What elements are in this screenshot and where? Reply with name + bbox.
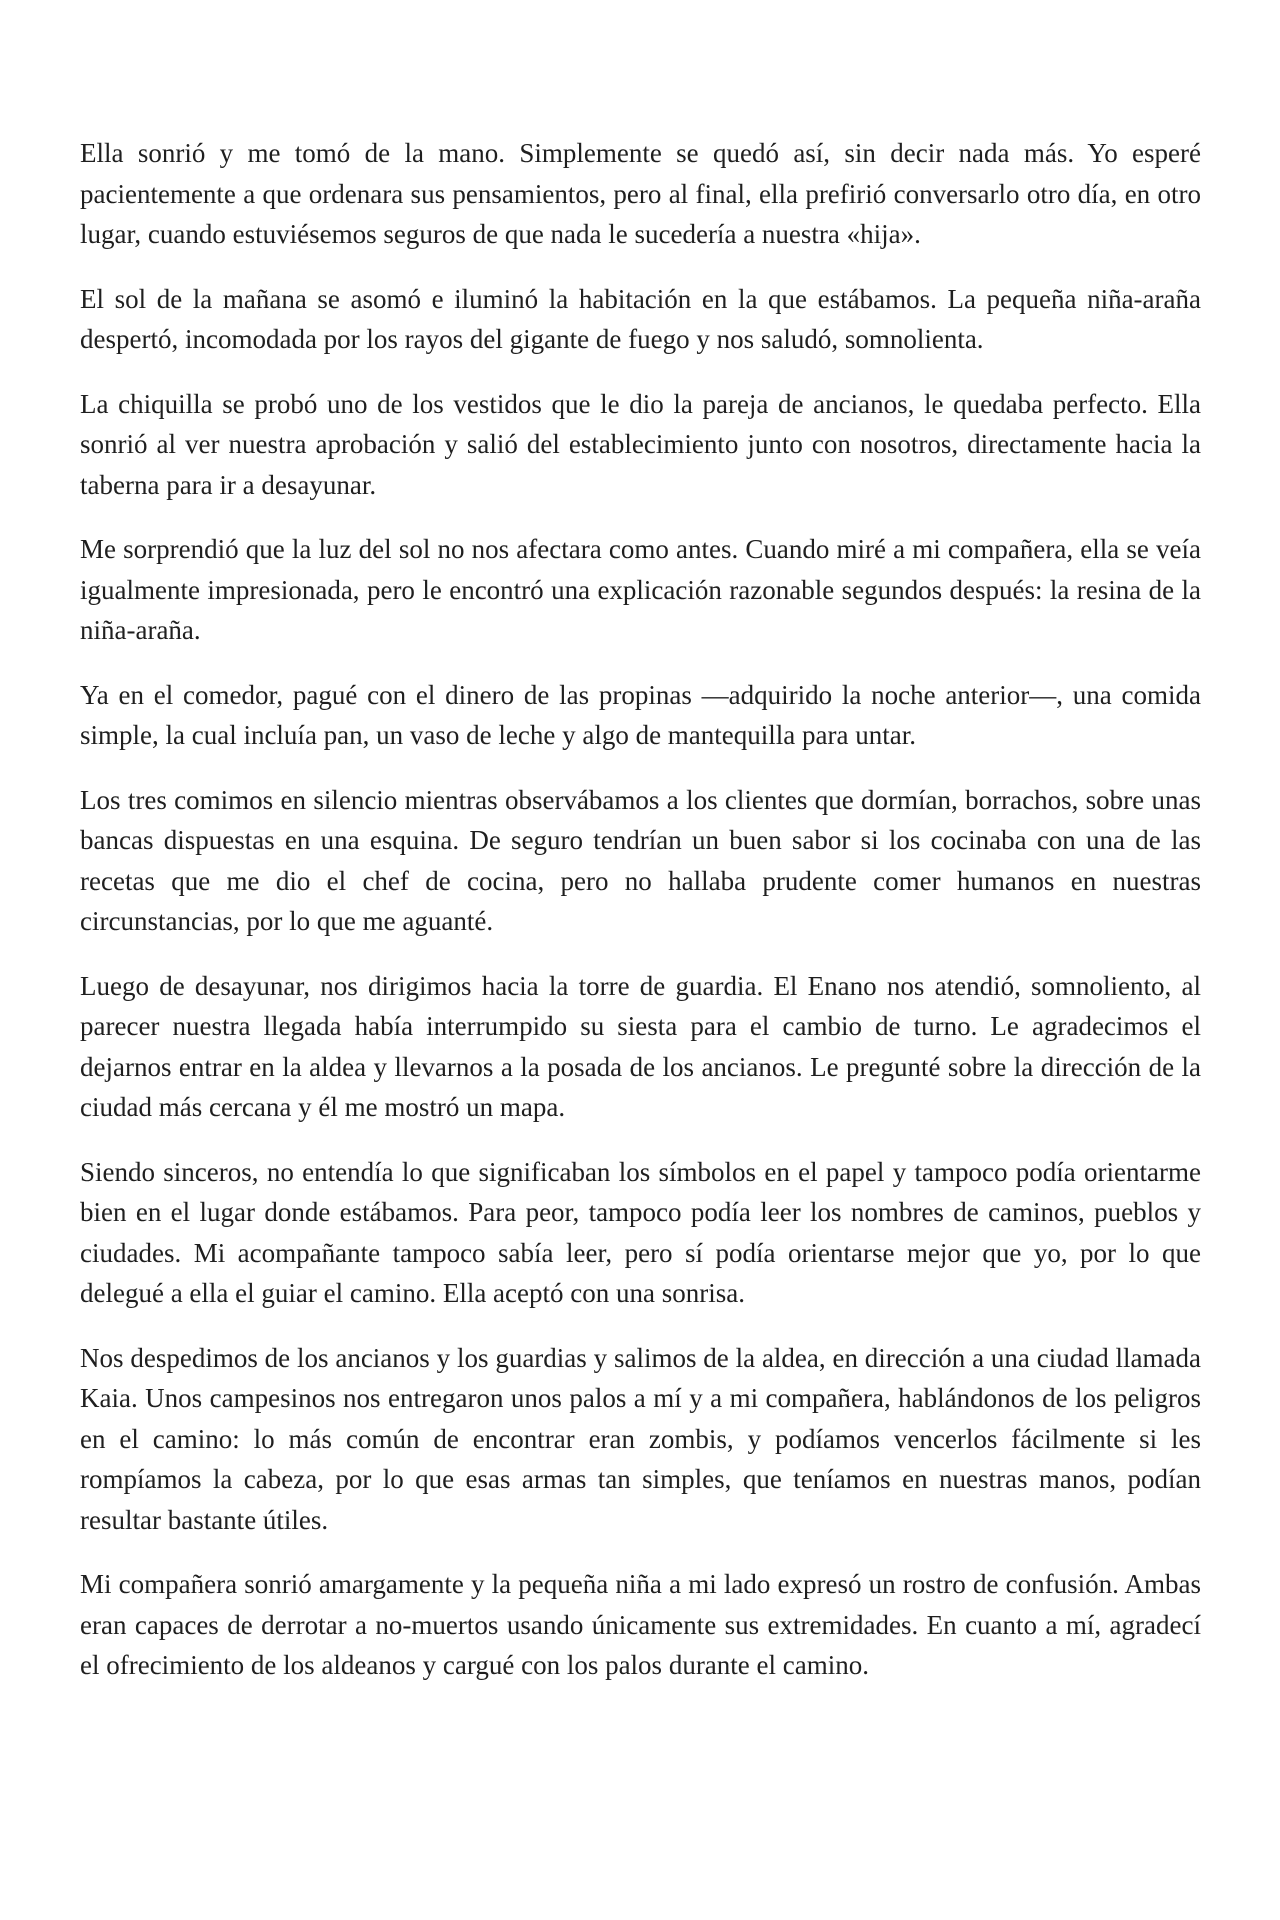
paragraph: La chiquilla se probó uno de los vestidos que le dio la pareja de ancianos, le quedaba perfecto. Ella sonrió al ver nuestra aprobación y salió del establecimiento junto con nosotros, directamente hacia la taberna para ir a desayunar. <box>80 388 1201 500</box>
paragraph: Ya en el comedor, pagué con el dinero de las propinas —adquirido la noche anterior—, una comida simple, la cual incluía pan, un vaso de leche y algo de mantequilla para untar. <box>80 679 1201 750</box>
paragraph: Mi compañera sonrió amargamente y la pequeña niña a mi lado expresó un rostro de confusión. Ambas eran capaces de derrotar a no-muertos usando únicamente sus extremidades. En cuanto a mí, agradecí el ofrecimiento de los aldeanos y cargué con los palos durante el camino. <box>80 1569 1201 1680</box>
paragraph: Los tres comimos en silencio mientras observábamos a los clientes que dormían, borrachos, sobre unas bancas dispuestas en una esquina. De seguro tendrían un buen sabor si los cocinaba con una de las recetas que me dio el chef de cocina, pero no hallaba prudente comer humanos en nuestras circunstancias, por lo que me aguanté. <box>80 784 1201 936</box>
paragraph: Siendo sinceros, no entendía lo que significaban los símbolos en el papel y tampoco podía orientarme bien en el lugar donde estábamos. Para peor, tampoco podía leer los nombres de caminos, pueblos y ciudades. Mi acompañante tampoco sabía leer, pero sí podía orientarse mejor que yo, por lo que delegué a ella el guiar el camino. Ella aceptó con una sonrisa. <box>80 1156 1201 1308</box>
paragraph: El sol de la mañana se asomó e iluminó la habitación en la que estábamos. La pequeña niña-araña despertó, incomodada por los rayos del gigante de fuego y nos saludó, somnolienta. <box>80 283 1201 354</box>
body-text <box>80 133 1201 1686</box>
paragraph: Luego de desayunar, nos dirigimos hacia la torre de guardia. El Enano nos atendió, somnoliento, al parecer nuestra llegada había interrumpido su siesta para el cambio de turno. Le agradecimos el dejarnos entrar en la aldea y llevarnos a la posada de los ancianos. Le pregunté sobre la dirección de la ciudad más cercana y él me mostró un mapa. <box>80 970 1201 1122</box>
paragraph: Me sorprendió que la luz del sol no nos afectara como antes. Cuando miré a mi compañera, ella se veía igualmente impresionada, pero le encontró una explicación razonable segundos después: la resina de la niña-araña. <box>80 534 1201 645</box>
paragraph: Ella sonrió y me tomó de la mano. Simplemente se quedó así, sin decir nada más. Yo esperé pacientemente a que ordenara sus pensamientos, pero al final, ella prefirió conversarlo otro día, en otro lugar, cuando estuviésemos seguros de que nada le sucedería a nuestra «hija». <box>80 138 1201 249</box>
paragraph: Nos despedimos de los ancianos y los guardias y salimos de la aldea, en dirección a una ciudad llamada Kaia. Unos campesinos nos entregaron unos palos a mí y a mi compañera, hablándonos de los peligros en el camino: lo más común de encontrar eran zombis, y podíamos vencerlos fácilmente si les rompíamos la cabeza, por lo que esas armas tan simples, que teníamos en nuestras manos, podían resultar bastante útiles. <box>80 1342 1201 1535</box>
